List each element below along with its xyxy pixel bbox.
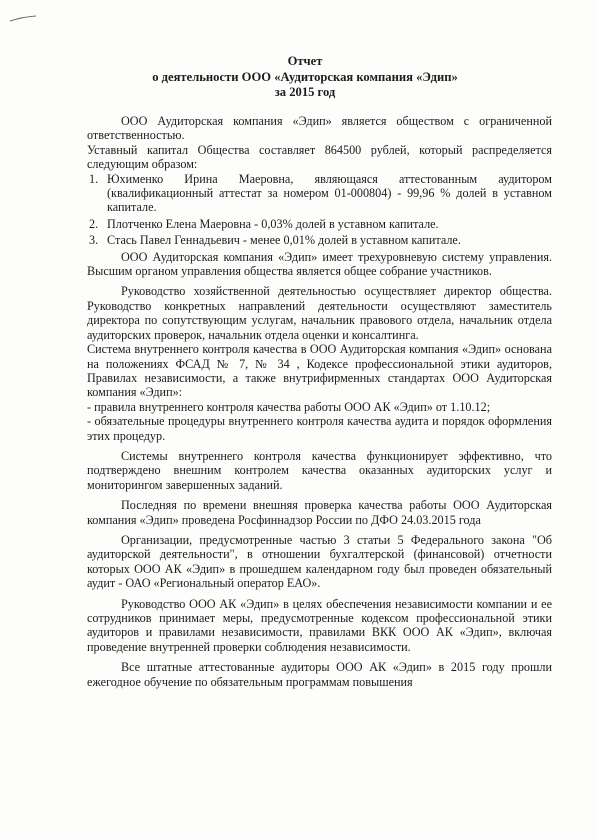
document-subtitle: о деятельности ООО «Аудиторская компания «Эдип»	[152, 69, 458, 84]
paragraph: Уставный капитал Общества составляет 864500 рублей, который распределяется следующим образом:	[87, 142, 552, 172]
list-item	[87, 172, 552, 215]
document-title: Отчет	[287, 54, 323, 68]
shareholders-list	[87, 172, 552, 248]
list-item	[87, 233, 552, 247]
document-body	[87, 114, 552, 689]
list-item	[87, 217, 552, 231]
document-period: за 2015 год	[274, 85, 336, 99]
paragraph: Руководство хозяйственной деятельностью осуществляет директор общества. Руководство конкретных направлений деятельности осуществляют заместитель директора по сопутствующим услугам, начальник правового отдела, начальник отдела аудиторских проверок, начальник отдела оценки и консалтинга.	[87, 284, 552, 342]
paragraph: Система внутреннего контроля качества в ООО Аудиторская компания «Эдип» основана на положениях ФСАД № 7, № 34 , Кодексе профессиональной этики аудиторов, Правилах независимости, а также внутрифирменных стандартах ООО Аудиторская компания «Эдип»:	[87, 342, 552, 400]
paragraph: - обязательные процедуры внутреннего контроля качества аудита и порядок оформления этих процедур.	[87, 414, 552, 443]
list-item-text: Плотченко Елена Маеровна - 0,03% долей в уставном капитале.	[107, 216, 439, 231]
paragraph: Организации, предусмотренные частью 3 статьи 5 Федерального закона "Об аудиторской деятельности", в отношении бухгалтерской (финансовой) отчетности которых ООО АК «Эдип» в прошедшем календарном году был проведен обязательный аудит - ОАО «Региональный оператор ЕАО».	[87, 532, 552, 591]
paragraph: Последняя по времени внешняя проверка качества работы ООО Аудиторская компания «Эдип» проведена Росфиннадзор России по ДФО 24.03.2015 года	[87, 498, 552, 527]
paragraph: Все штатные аттестованные аудиторы ООО АК «Эдип» в 2015 году прошли ежегодное обучение по обязательным программам повышения	[87, 660, 552, 689]
list-item-number: 2.	[89, 216, 99, 231]
paragraph: - правила внутреннего контроля качества работы ООО АК «Эдип» от 1.10.12;	[87, 399, 491, 414]
pen-mark-icon	[8, 14, 38, 24]
document-header	[60, 54, 550, 101]
list-item-number: 1.	[89, 171, 99, 186]
list-item-text: Стась Павел Геннадьевич - менее 0,01% долей в уставном капитале.	[107, 233, 461, 248]
list-item-number: 3.	[89, 233, 99, 248]
paragraph: ООО Аудиторская компания «Эдип» имеет трехуровневую систему управления. Высшим органом управления общества является общее собрание участников.	[87, 249, 552, 279]
paragraph: Руководство ООО АК «Эдип» в целях обеспечения независимости компании и ее сотрудников принимает меры, предусмотренные кодексом профессиональной этики аудиторов и правилами независимости, правилами ВКК ООО АК «Эдип», включая проведение внутренней проверки соблюдения независимости.	[87, 596, 552, 654]
paragraph: ООО Аудиторская компания «Эдип» является обществом с ограниченной ответственностью.	[87, 114, 552, 143]
paragraph: Системы внутреннего контроля качества функционирует эффективно, что подтверждено внешним контролем качества оказанных аудиторских услуг и мониторингом завершенных заданий.	[87, 448, 552, 492]
list-item-text: Юхименко Ирина Маеровна, являющаяся аттестованным аудитором (квалификационный аттестат за номером 01-000804) - 99,96 % долей в уставном капитале.	[107, 171, 552, 215]
